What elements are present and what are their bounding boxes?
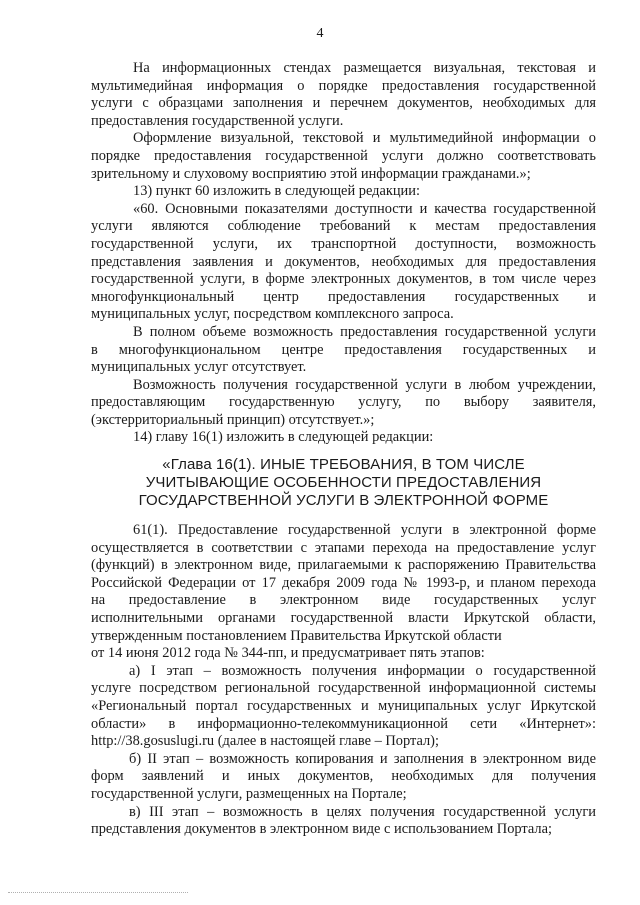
text-line: осуществляется в соответствии с этапами перехода на предоставление услуг xyxy=(91,539,596,556)
text-line: услуги являются соблюдение требований к местам предоставления xyxy=(91,218,596,235)
text-line: «60. Основными показателями доступности и качества государственной xyxy=(133,200,596,217)
text-line: исполнительными органами государственной власти Иркутской области, xyxy=(91,610,596,627)
text-line: мультимедийная информация о порядке предоставления государственной xyxy=(91,77,596,94)
spacer xyxy=(91,510,596,522)
text-line: утвержденным постановлением Правительства Иркутской области xyxy=(91,627,502,644)
chapter-heading xyxy=(91,456,596,510)
text-line: На информационных стендах размещается визуальная, текстовая и xyxy=(133,60,596,76)
text-line: б) II этап – возможность копирования и заполнения в электронном виде xyxy=(129,750,596,767)
document-body xyxy=(91,60,596,839)
text-line: В полном объеме возможность предоставления государственной услуги xyxy=(133,323,596,340)
text-line: зрительному и слуховому восприятию этой информации гражданами.»; xyxy=(91,165,531,182)
text-line: на предоставление в электронном виде государственных услуг xyxy=(91,592,596,609)
text-line: (экстерриториальный принцип) отсутствует.»; xyxy=(91,411,375,428)
text-line: в) III этап – возможность в целях получения государственной услуги xyxy=(129,803,596,820)
text-line: форм заявлений и иных документов, необходимых для получения xyxy=(91,768,596,785)
footer-rule xyxy=(8,892,188,893)
text-line: 61(1). Предоставление государственной услуги в электронной форме xyxy=(133,522,596,539)
text-block-provisions xyxy=(91,60,596,447)
text-line: услуге посредством региональной государственной информационной системы xyxy=(91,680,596,697)
text-line: государственной услуги, размещенных на Портале; xyxy=(91,785,407,802)
heading-line: «Глава 16(1). ИНЫЕ ТРЕБОВАНИЯ, В ТОМ ЧИСЛЕ xyxy=(162,456,525,474)
text-line: 14) главу 16(1) изложить в следующей редакции: xyxy=(133,429,434,446)
text-line: (функций) в электронном виде, прилагаемыми к распоряжению Правительства xyxy=(91,557,596,574)
text-block-chapter xyxy=(91,522,596,839)
text-line: государственной услуги, в форме электронных документов, в том числе через xyxy=(91,271,596,288)
text-line: http://38.gosuslugi.ru (далее в настоящей главе – Портал); xyxy=(91,733,439,750)
text-line: муниципальных услуг отсутствует. xyxy=(91,359,307,376)
text-line: предоставления государственной услуги. xyxy=(91,112,344,129)
text-line: 13) пункт 60 изложить в следующей редакции: xyxy=(133,183,420,200)
text-line: порядке предоставления государственной услуги должно соответствовать xyxy=(91,147,596,164)
heading-line: УЧИТЫВАЮЩИЕ ОСОБЕННОСТИ ПРЕДОСТАВЛЕНИЯ xyxy=(145,474,542,492)
spacer xyxy=(91,447,596,456)
text-line: а) I этап – возможность получения информации о государственной xyxy=(129,662,596,679)
text-line: представления документов в электронном виде с использованием Портала; xyxy=(91,821,552,838)
text-line: Оформление визуальной, текстовой и мультимедийной информации о xyxy=(133,130,596,147)
text-line: многофункциональный центр предоставления государственных и xyxy=(91,288,596,305)
text-line: муниципальных услуг, посредством комплексного запроса. xyxy=(91,306,454,323)
heading-line: ГОСУДАРСТВЕННОЙ УСЛУГИ В ЭЛЕКТРОННОЙ ФОРМЕ xyxy=(138,492,549,510)
text-line: Возможность получения государственной услуги в любом учреждении, xyxy=(133,376,596,393)
text-line: от 14 июня 2012 года № 344-пп, и предусматривает пять этапов: xyxy=(91,645,485,662)
text-line: предоставляющим государственную услугу, по выбору заявителя, xyxy=(91,394,596,411)
text-line: услуги с образцами заполнения и перечнем документов, необходимых для xyxy=(91,95,596,112)
text-line: государственной услуги, их транспортной доступности, возможность xyxy=(91,235,596,252)
text-line: представления заявления и документов, необходимых для предоставления xyxy=(91,253,596,270)
page-number: 4 xyxy=(316,26,324,41)
text-line: Российской Федерации от 17 декабря 2009 года № 1993-р, и планом перехода xyxy=(91,574,596,591)
text-line: области» в информационно-телекоммуникационной сети «Интернет»: xyxy=(91,715,596,732)
text-line: «Региональный портал государственных и муниципальных услуг Иркутской xyxy=(91,698,596,714)
text-line: в многофункциональном центре предоставления государственных и xyxy=(91,341,596,358)
